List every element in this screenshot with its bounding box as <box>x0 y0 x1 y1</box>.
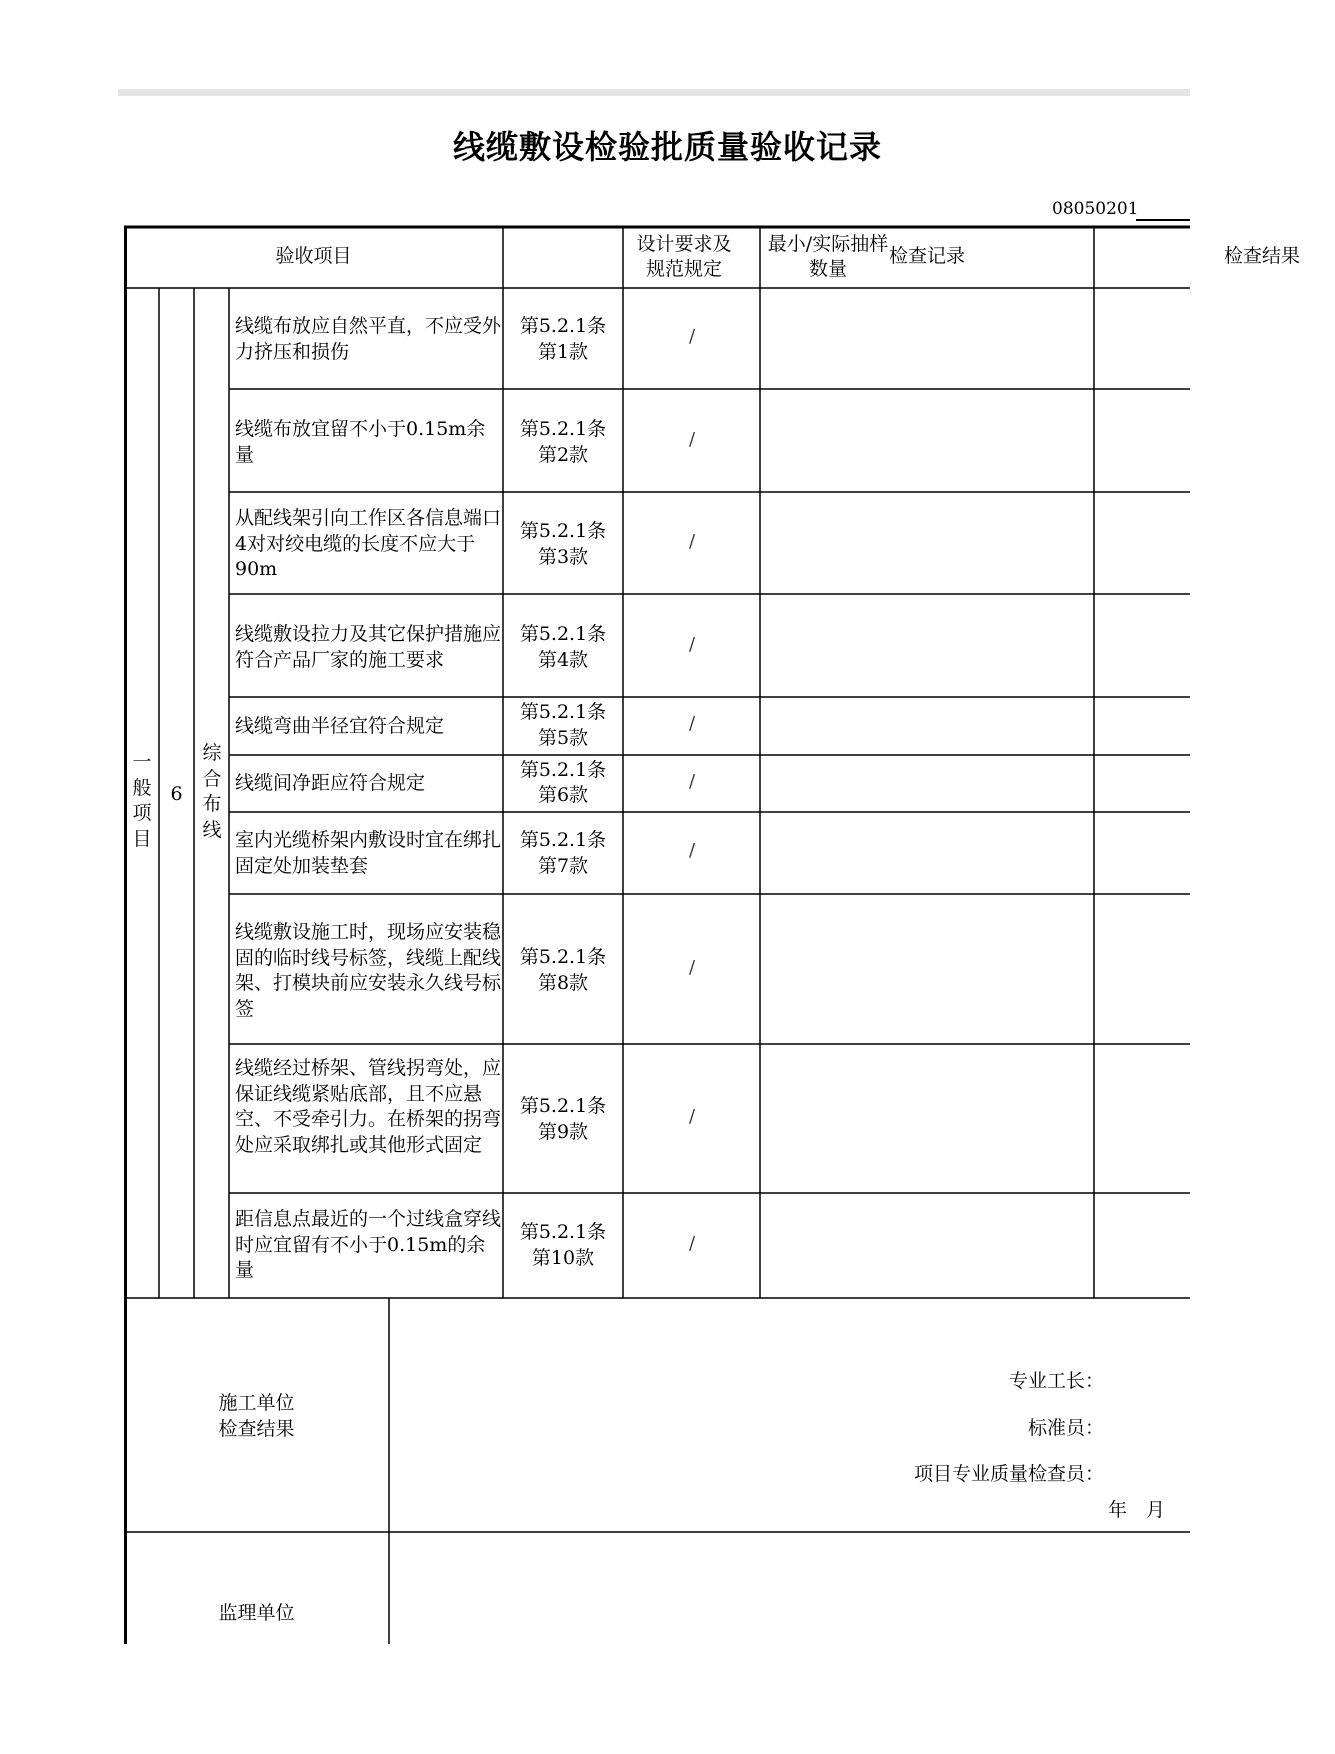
row-sample: / <box>688 326 696 347</box>
inspection-table <box>124 226 1301 1644</box>
row-text: 从配线架引向工作区各信息端口4对对绞电缆的长度不应大于90m <box>235 507 502 580</box>
row-sample: / <box>688 531 696 552</box>
row-item: 第7款 <box>537 855 589 877</box>
row-sample: / <box>688 429 696 450</box>
row-clause: 第5.2.1条 <box>519 418 607 440</box>
subcategory-label: 综合布线 <box>202 742 222 841</box>
row-clause: 第5.2.1条 <box>519 829 607 851</box>
row-text: 线缆布放应自然平直，不应受外力挤压和损伤 <box>235 315 502 363</box>
row-text: 线缆敷设拉力及其它保护措施应符合产品厂家的施工要求 <box>235 623 502 671</box>
row-text: 线缆间净距应符合规定 <box>235 772 426 794</box>
supervision-unit-label: 监理单位 <box>218 1602 295 1624</box>
header-design-requirement: 设计要求及规范规定 <box>636 232 732 280</box>
row-sample: / <box>688 957 696 978</box>
category-number: 6 <box>170 783 183 805</box>
row-item: 第2款 <box>537 444 589 466</box>
row-text: 线缆布放宜留不小于0.15m余量 <box>235 418 486 466</box>
document-code: 08050201 <box>1052 199 1139 219</box>
row-item: 第1款 <box>537 341 589 363</box>
row-clause: 第5.2.1条 <box>519 759 607 781</box>
row-clause: 第5.2.1条 <box>519 1221 607 1243</box>
construction-unit-label: 施工单位 <box>218 1392 295 1414</box>
row-sample: / <box>688 713 696 734</box>
row-item: 第3款 <box>537 546 589 568</box>
row-text: 距信息点最近的一个过线盒穿线时应宜留有不小于0.15m的余量 <box>235 1208 502 1281</box>
row-text: 线缆经过桥架、管线拐弯处，应保证线缆紧贴底部，且不应悬空、不受牵引力。在桥架的拐弯处应采取绑扎或其他形式固定 <box>235 1057 502 1156</box>
header-item: 验收项目 <box>275 245 352 268</box>
row-item: 第8款 <box>537 972 589 994</box>
row-clause: 第5.2.1条 <box>519 1095 607 1117</box>
row-item: 第10款 <box>531 1247 595 1269</box>
row-item: 第5款 <box>537 727 589 749</box>
header-check-record: 检查记录 <box>888 245 965 268</box>
document-code-underline <box>1136 219 1190 221</box>
header-sample-count: 最小/实际抽样数量 <box>767 232 889 280</box>
top-rule <box>118 89 1190 96</box>
row-sample: / <box>688 1233 696 1254</box>
row-text: 线缆弯曲半径宜符合规定 <box>235 715 445 737</box>
row-sample: / <box>688 1106 696 1127</box>
row-clause: 第5.2.1条 <box>519 701 607 723</box>
quality-inspector-signature-label: 项目专业质量检查员： <box>913 1463 1104 1485</box>
row-sample: / <box>688 840 696 861</box>
page-title: 线缆敷设检验批质量验收记录 <box>452 128 882 166</box>
row-clause: 第5.2.1条 <box>519 315 607 337</box>
row-sample: / <box>688 771 696 792</box>
row-clause: 第5.2.1条 <box>519 623 607 645</box>
row-text: 线缆敷设施工时，现场应安装稳固的临时线号标签，线缆上配线架、打模块前应安装永久线号标签 <box>235 921 502 1020</box>
row-clause: 第5.2.1条 <box>519 946 607 968</box>
row-text: 室内光缆桥架内敷设时宜在绑扎固定处加装垫套 <box>235 829 502 877</box>
date-label: 年 月 <box>1108 1499 1166 1521</box>
foreman-signature-label: 专业工长： <box>1008 1370 1104 1392</box>
row-clause: 第5.2.1条 <box>519 520 607 542</box>
header-check-result: 检查结果 <box>1224 245 1301 268</box>
category-label: 一般项目 <box>132 751 152 850</box>
row-sample: / <box>688 634 696 655</box>
construction-check-result-label: 检查结果 <box>218 1418 295 1440</box>
row-item: 第4款 <box>537 649 589 671</box>
row-item: 第6款 <box>537 784 589 806</box>
row-item: 第9款 <box>537 1121 589 1143</box>
standard-officer-signature-label: 标准员： <box>1027 1417 1104 1439</box>
